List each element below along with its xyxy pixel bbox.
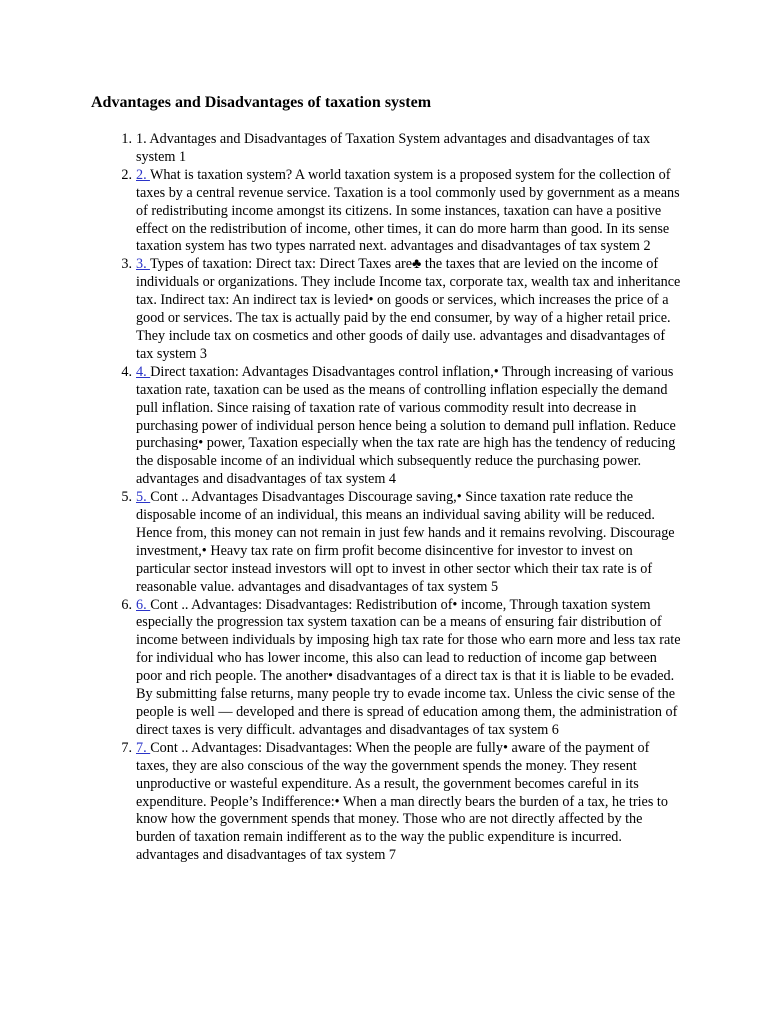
item-number: 3. [121,256,132,273]
item-number: 1. [121,131,132,147]
item-text: Cont .. Advantages Disadvantages Discourage saving,• Since taxation rate reduce the disposable income of an individual, this means an individual saving ability will be reduced. Hence from, this money can not remain in just few hands and it remains revolving. Discourage investment,• Heavy tax rate on firm profit become disincentive for investor to invest on particular sector instead investors will opt to invest in other sector which their tax rate is of reasonable value. advantages and disadvantages of tax system 5 [136,489,675,595]
slide-link-6[interactable]: 6. [136,596,151,613]
slide-link-7[interactable]: 7. [136,739,151,756]
item-text: What is taxation system? A world taxation system is a proposed system for the collection of taxes by a central revenue service. Taxation is a tool commonly used by government as a means of redistributing income amongst its citizens. In some instances, taxation can have a positive effect on the redistribution of income, other times, it can do more harm than good. In its sense taxation system has two types narrated next. advantages and disadvantages of tax system 2 [136,166,680,255]
list-item [121,131,684,167]
slide-link-4[interactable]: 4. [136,363,151,380]
list-item [121,596,684,740]
list-item [121,166,684,257]
item-text: Direct taxation: Advantages Disadvantages control inflation,• Through increasing of various taxation rate, taxation can be used as the means of controlling inflation especially the demand pull inflation. Since raising of taxation rate of various commodity result into decrease in purchasing power of individual person hence being a solution to demand pull inflation. Reduce purchasing• power, Taxation especially when the tax rate are high has the tendency of reducing the disposable income of an individual which subsequently reduce the purchasing power. advantages and disadvantages of tax system 4 [136,363,676,488]
list-item [121,256,684,363]
item-number: 5. [121,489,132,506]
item-text: Cont .. Advantages: Disadvantages: Redistribution of• income, Through taxation system especially the progression tax system taxation can be a means of ensuring fair distribution of income between individuals by imposing high tax rate for those who earn more and less tax rate for individual who has lower income, this also can lead to reduction of income gap between poor and rich people. The another• disadvantages of a direct tax is that it is liable to be evaded. By submitting false returns, many people try to evade income tax. Unless the civic sense of the people is well — developed and there is spread of education among them, the administration of direct taxes is very difficult. advantages and disadvantages of tax system 6 [136,596,681,738]
item-text: Types of taxation: Direct tax: Direct Taxes are♣ the taxes that are levied on the income of individuals or organizations. They include Income tax, corporate tax, wealth tax and inheritance tax. Indirect tax: An indirect tax is levied• on goods or services, which increases the price of a good or services. The tax is actually paid by the end consumer, by way of a higher retail price. They include tax on cosmetics and other goods of daily use. advantages and disadvantages of tax system 3 [136,256,681,362]
item-number: 6. [121,596,132,613]
list-item [121,739,684,865]
item-number: 7. [121,739,132,756]
slide-link-2[interactable]: 2. [136,166,150,183]
item-text: 1. Advantages and Disadvantages of Taxation System advantages and disadvantages of tax system 1 [136,131,651,165]
item-number: 2. [121,166,132,183]
list-item [121,489,684,596]
slide-link-3[interactable]: 3. [136,256,150,273]
item-text: Cont .. Advantages: Disadvantages: When the people are fully• aware of the payment of taxes, they are also conscious of the way the government spends the money. They resent unproductive or wasteful expenditure. As a result, the government becomes careful in its expenditure. People’s Indifference:• When a man directly bears the burden of a tax, he tries to know how the government spends that money. Those who are not directly affected by the burden of taxation remain indifferent as to the way the public expenditure is incurred. advantages and disadvantages of tax system 7 [136,739,668,864]
slide-list [121,131,684,865]
document-title: Advantages and Disadvantages of taxation system [91,94,432,111]
item-number: 4. [121,363,132,380]
slide-link-5[interactable]: 5. [136,489,151,506]
list-item [121,363,684,489]
